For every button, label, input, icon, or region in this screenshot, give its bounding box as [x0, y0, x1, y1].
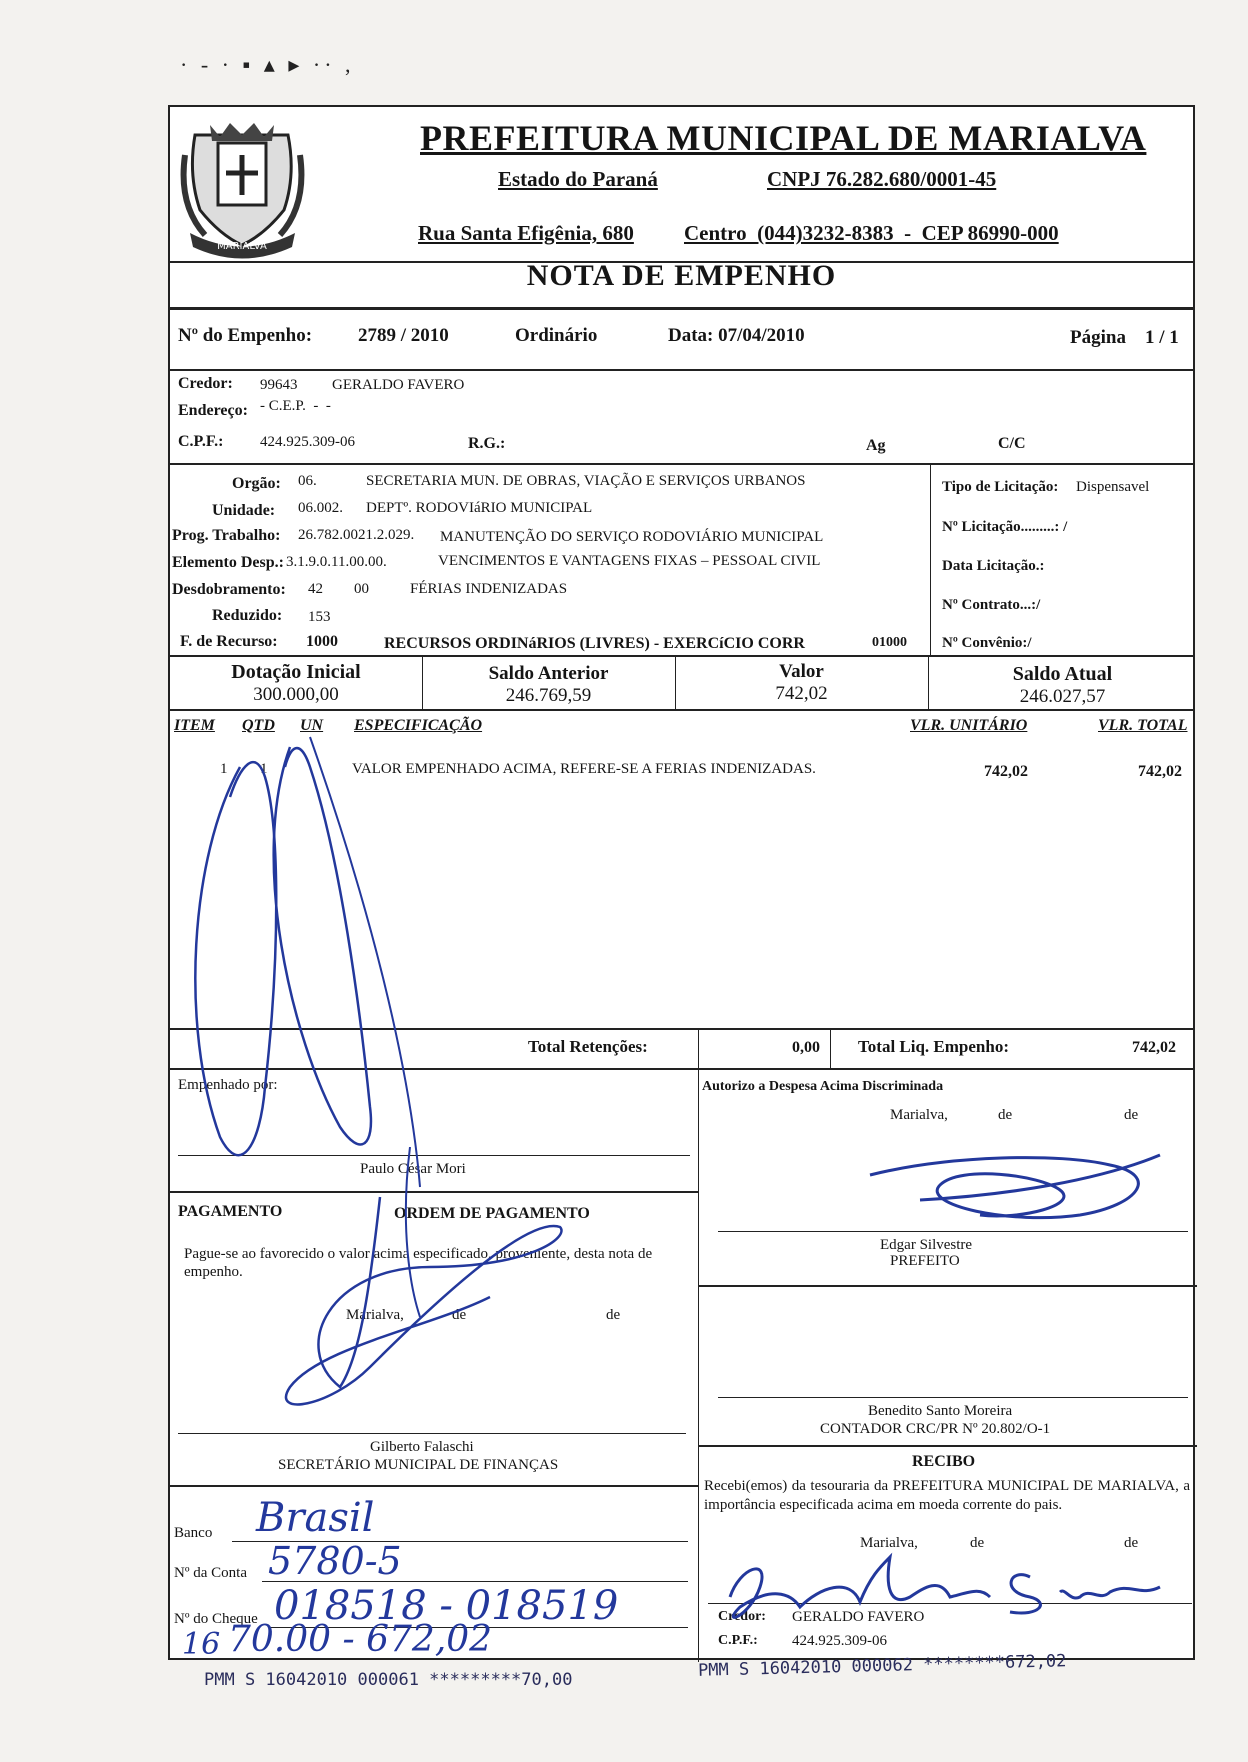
- reduzido-value: 153: [308, 609, 331, 625]
- endereco-value: - C.E.P. - -: [260, 398, 331, 414]
- saldo-anterior-box: [422, 663, 675, 707]
- item-vlr-total: 742,02: [1138, 763, 1182, 780]
- pagamento-city: Marialva,: [346, 1307, 404, 1323]
- valores-handwritten: 70.00 - 672,02: [228, 1619, 493, 1660]
- endereco-label: Endereço:: [178, 402, 248, 419]
- cnpj-label: CNPJ 76.282.680/0001-45: [767, 167, 997, 191]
- pagamento-label: PAGAMENTO: [178, 1203, 283, 1220]
- prefeito-signature: [860, 1145, 1180, 1245]
- valor-label: Valor: [779, 661, 824, 682]
- licitacao-type: Dispensavel: [1076, 479, 1150, 495]
- retencoes-label: Total Retenções:: [528, 1037, 648, 1056]
- elemento-label: Elemento Desp.:: [172, 554, 284, 571]
- state-label: Estado do Paraná: [498, 167, 658, 191]
- prefeito-title: PREFEITO: [890, 1253, 960, 1269]
- ordem-pagamento-label: ORDEM DE PAGAMENTO: [394, 1205, 590, 1222]
- dotacao-inicial-value: 300.000,00: [253, 684, 339, 705]
- fonte-label: F. de Recurso:: [180, 633, 278, 650]
- stamp-right: PMM S 16042010 000062 ********672,02: [697, 1651, 1067, 1681]
- pagamento-de-2: de: [606, 1307, 621, 1323]
- scan-marks: · - · ▪ ▴ ▸ ·· ,: [180, 52, 355, 77]
- empenho-date: Data: 07/04/2010: [668, 325, 805, 346]
- contador-name: Benedito Santo Moreira: [868, 1403, 1013, 1419]
- saldo-atual-value: 246.027,57: [1019, 686, 1106, 707]
- fonte-name: RECURSOS ORDINáRIOS (LIVRES) - EXERCíCIO CORR: [384, 635, 805, 652]
- item-especificacao: VALOR EMPENHADO ACIMA, REFERE-SE A FERIAS INDENIZADAS.: [352, 761, 816, 777]
- orgao-label: Orgão:: [232, 475, 281, 492]
- conta-label: Nº da Conta: [174, 1565, 247, 1581]
- page-title: PREFEITURA MUNICIPAL DE MARIALVA: [420, 118, 1147, 158]
- valor-value: 742,02: [775, 683, 828, 704]
- stamp-left: PMM S 16042010 000061 *********70,00: [204, 1670, 573, 1690]
- contador-title: CONTADOR CRC/PR Nº 20.802/O-1: [820, 1421, 1051, 1437]
- convenio-number: Nº Convênio:/: [942, 635, 1032, 651]
- empenhado-name: Paulo César Mori: [360, 1161, 466, 1177]
- cpf-value: 424.925.309-06: [260, 434, 355, 450]
- elemento-code: 3.1.9.0.11.00.00.: [286, 554, 387, 570]
- credor-code: 99643: [260, 377, 298, 393]
- autorizo-de-2: de: [1124, 1107, 1139, 1123]
- contact-label: Centro (044)3232-8383 - CEP 86990-000: [684, 221, 1059, 245]
- prog-name: MANUTENÇÃO DO SERVIÇO RODOVIÁRIO MUNICIPAL: [440, 529, 824, 545]
- cpf-label: C.P.F.:: [178, 433, 224, 450]
- orgao-code: 06.: [298, 473, 317, 489]
- recibo-credor-label: Credor:: [718, 1609, 766, 1624]
- licitacao-date: Data Licitação.:: [942, 558, 1045, 574]
- empenhado-label: Empenhado por:: [178, 1077, 278, 1093]
- recibo-city: Marialva,: [860, 1535, 918, 1551]
- col-vlr-unitario: VLR. UNITÁRIO: [910, 717, 1028, 734]
- rg-label: R.G.:: [468, 435, 506, 452]
- total-liquido-label: Total Liq. Empenho:: [858, 1037, 1009, 1056]
- empenho-number: 2789 / 2010: [358, 325, 449, 346]
- col-vlr-total: VLR. TOTAL: [1098, 717, 1188, 734]
- item-vlr-unitario: 742,02: [984, 763, 1028, 780]
- secretario-name: Gilberto Falaschi: [370, 1439, 474, 1455]
- page-number: 1 / 1: [1145, 327, 1179, 348]
- fonte-number: 01000: [872, 635, 907, 650]
- contrato-number: Nº Contrato...:/: [942, 597, 1041, 613]
- saldo-anterior-label: Saldo Anterior: [488, 663, 609, 684]
- saldo-atual-box: [928, 663, 1197, 708]
- svg-text:MARIALVA: MARIALVA: [217, 241, 267, 252]
- col-especificacao: ESPECIFICAÇÃO: [354, 717, 483, 734]
- address-label: Rua Santa Efigênia, 680: [418, 221, 634, 245]
- unidade-name: DEPTº. RODOVIáRIO MUNICIPAL: [366, 500, 593, 516]
- conta-handwritten: 5780-5: [268, 1539, 402, 1583]
- autorizo-de-1: de: [998, 1107, 1013, 1123]
- desdobramento-name: FÉRIAS INDENIZADAS: [410, 581, 568, 597]
- credor-name: GERALDO FAVERO: [332, 377, 465, 393]
- recibo-de-1: de: [970, 1535, 985, 1551]
- unidade-label: Unidade:: [212, 502, 276, 519]
- desdobramento-label: Desdobramento:: [172, 581, 286, 598]
- col-item: ITEM: [174, 717, 215, 734]
- col-qtd: QTD: [242, 717, 275, 734]
- cheque-label: Nº do Cheque: [174, 1611, 258, 1627]
- municipal-crest-icon: [180, 115, 305, 265]
- ag-label: Ag: [866, 437, 886, 454]
- retencoes-value: 0,00: [792, 1039, 820, 1056]
- desdobramento-a: 42: [308, 581, 323, 597]
- licitacao-number: Nº Licitação.........: /: [942, 519, 1068, 535]
- secretario-title: SECRETÁRIO MUNICIPAL DE FINANÇAS: [278, 1457, 559, 1473]
- recibo-title: RECIBO: [912, 1453, 976, 1470]
- cc-label: C/C: [998, 435, 1026, 452]
- recibo-text: Recebi(emos) da tesouraria da PREFEITURA MUNICIPAL DE MARIALVA, a importância especificada acima em moeda corrente do pais.: [704, 1478, 1190, 1513]
- valor-box: [675, 661, 928, 705]
- item-qtd: 1: [260, 761, 268, 777]
- prog-code: 26.782.0021.2.029.: [298, 527, 415, 543]
- item-number: 1: [220, 761, 228, 777]
- prog-label: Prog. Trabalho:: [172, 527, 281, 544]
- total-liquido-value: 742,02: [1132, 1039, 1176, 1056]
- reduzido-label: Reduzido:: [212, 607, 283, 624]
- recibo-de-2: de: [1124, 1535, 1139, 1551]
- licitacao-type-label: Tipo de Licitação:: [942, 479, 1059, 495]
- recibo-cpf-value: 424.925.309-06: [792, 1633, 887, 1649]
- empenhado-signature: [170, 707, 698, 1207]
- unidade-code: 06.002.: [298, 500, 343, 516]
- desdobramento-b: 00: [354, 581, 369, 597]
- cheque-handwritten: 018518 - 018519: [274, 1583, 619, 1629]
- dotacao-inicial-label: Dotação Inicial: [231, 661, 361, 683]
- document-title: NOTA DE EMPENHO: [526, 259, 837, 292]
- margin-mark-handwritten: 16: [182, 1627, 221, 1662]
- nota-de-empenho-form: [168, 105, 1195, 1660]
- banco-handwritten: Brasil: [256, 1495, 375, 1541]
- orgao-name: SECRETARIA MUN. DE OBRAS, VIAÇÃO E SERVIÇOS URBANOS: [366, 473, 806, 489]
- fonte-code: 1000: [306, 633, 338, 650]
- pagamento-de-1: de: [452, 1307, 467, 1323]
- recibo-credor-name: GERALDO FAVERO: [792, 1609, 925, 1625]
- prefeito-name: Edgar Silvestre: [880, 1237, 973, 1253]
- autorizo-city: Marialva,: [890, 1107, 948, 1123]
- dotacao-inicial-box: [170, 661, 422, 706]
- saldo-atual-label: Saldo Atual: [1012, 663, 1113, 685]
- autorizo-label: Autorizo a Despesa Acima Discriminada: [702, 1079, 944, 1094]
- credor-label: Credor:: [178, 375, 233, 392]
- credor-signature: [710, 1547, 1180, 1637]
- col-un: UN: [300, 717, 324, 734]
- pagamento-text: Pague-se ao favorecido o valor acima especificado, proveniente, desta nota de empenho.: [184, 1246, 653, 1280]
- page-label: Página: [1070, 327, 1126, 348]
- recibo-cpf-label: C.P.F.:: [718, 1633, 758, 1648]
- banco-label: Banco: [174, 1525, 213, 1541]
- saldo-anterior-value: 246.769,59: [505, 685, 592, 706]
- empenho-type: Ordinário: [515, 325, 598, 346]
- elemento-name: VENCIMENTOS E VANTAGENS FIXAS – PESSOAL CIVIL: [438, 553, 821, 569]
- empenho-number-label: Nº do Empenho:: [178, 325, 313, 346]
